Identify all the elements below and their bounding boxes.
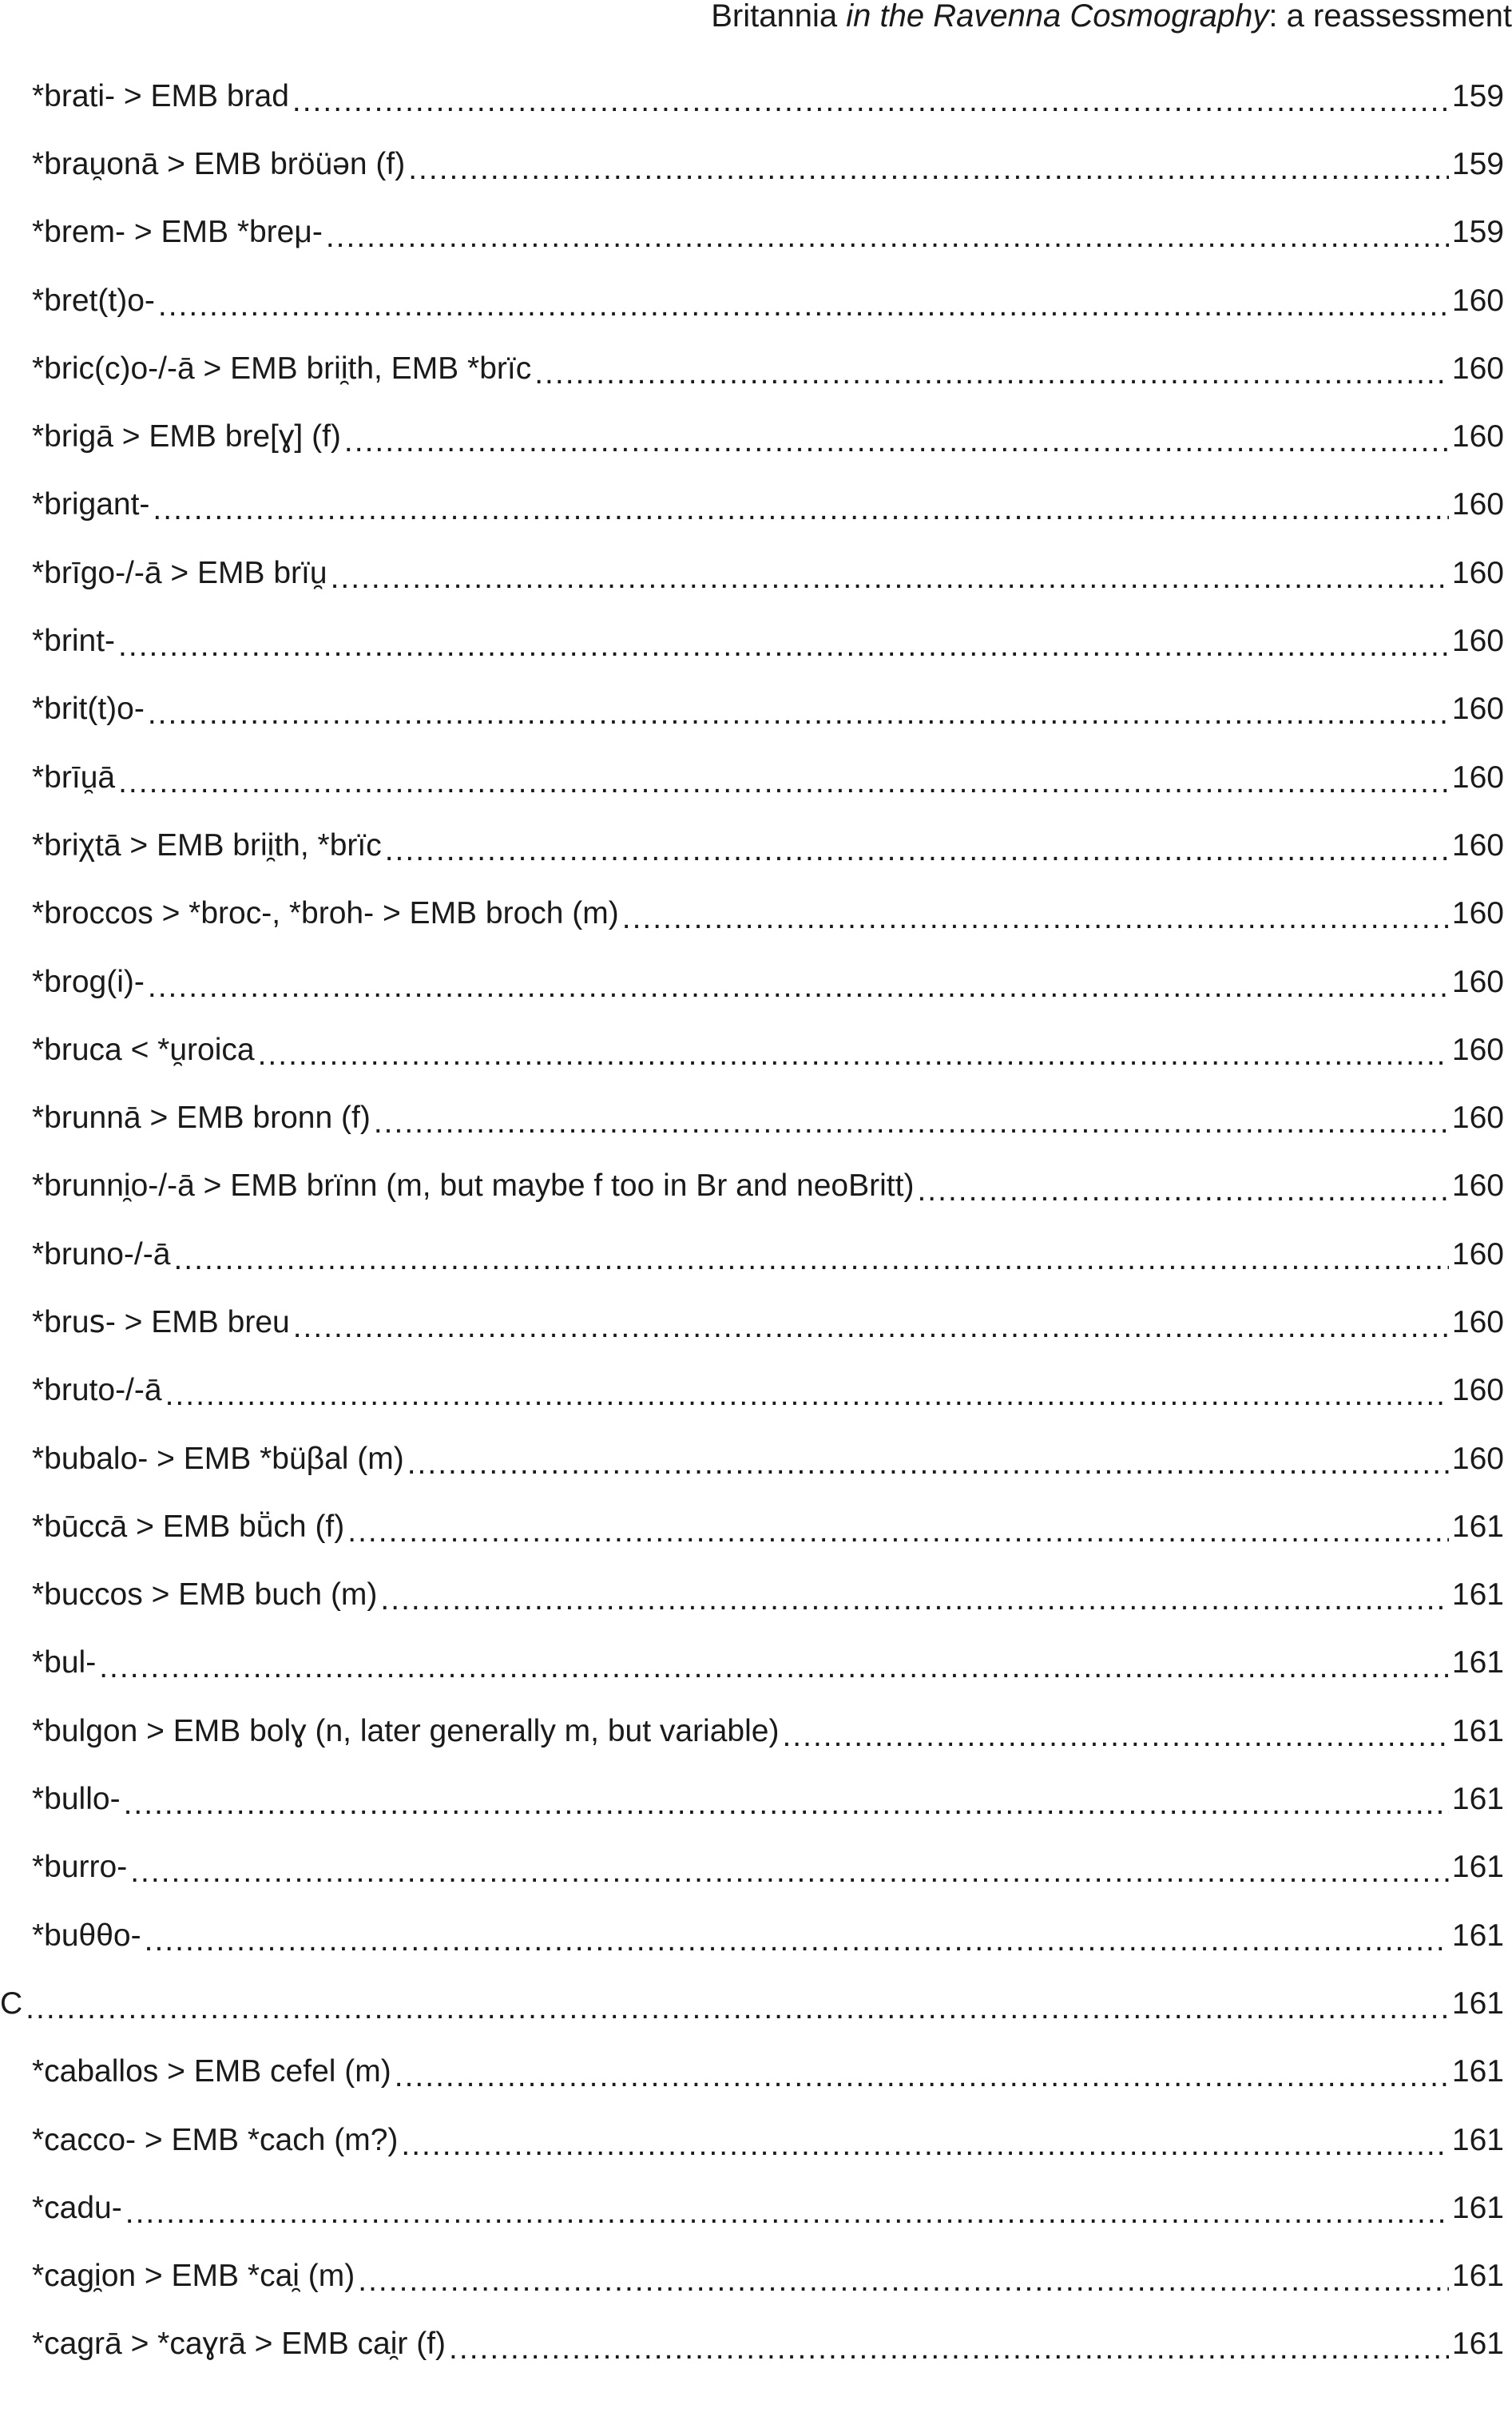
index-section-row[interactable] [0, 1970, 1512, 2037]
header-title-italic: in the Ravenna Cosmography [837, 0, 1269, 34]
index-row[interactable] [0, 744, 1512, 811]
index-term: *cadu- [32, 2190, 122, 2225]
page-number: 159 [1451, 78, 1504, 113]
index-row[interactable] [0, 2243, 1512, 2311]
dot-leader [148, 967, 1449, 1007]
index-row[interactable] [0, 1834, 1512, 1902]
page-number: 161 [1451, 2327, 1504, 2362]
index-row[interactable] [0, 948, 1512, 1016]
dot-leader [124, 1784, 1449, 1824]
page-number: 160 [1451, 351, 1504, 386]
page-number: 161 [1451, 1577, 1504, 1613]
page-number: 159 [1451, 215, 1504, 250]
dot-leader [782, 1716, 1448, 1756]
index-row[interactable] [0, 1425, 1512, 1493]
dot-leader [258, 1035, 1449, 1075]
page-number: 161 [1451, 2259, 1504, 2294]
index-row[interactable] [0, 607, 1512, 675]
index-term: *bruꜱ- > EMB breu [32, 1304, 290, 1339]
index-term: *cagi̯on > EMB *cai̯ (m) [32, 2259, 355, 2294]
page-number: 161 [1451, 2054, 1504, 2089]
page-number: 161 [1451, 1645, 1504, 1680]
index-term: *brunni̯o-/-ā > EMB brïnn (m, but maybe f too in Br and neoBritt) [32, 1168, 915, 1204]
running-header [711, 0, 1512, 37]
page-number: 160 [1451, 1101, 1504, 1136]
index-term: *broccos > *broc-, *broh- > EMB broch (m) [32, 896, 619, 931]
page-number: 160 [1451, 692, 1504, 727]
page-number: 160 [1451, 419, 1504, 454]
page-number: 160 [1451, 1304, 1504, 1339]
index-term: *cacco- > EMB *cach (m?) [32, 2122, 399, 2157]
index-term: *cagrā > *caɣrā > EMB cai̯r (f) [32, 2327, 446, 2362]
dot-leader [344, 422, 1449, 462]
dot-leader [118, 626, 1449, 666]
page-number: 160 [1451, 1168, 1504, 1204]
index-term: *bulgon > EMB bolɣ (n, later generally m, but variable) [32, 1713, 780, 1748]
index-row[interactable] [0, 1288, 1512, 1356]
dot-leader [401, 2125, 1449, 2165]
page-number: 160 [1451, 1441, 1504, 1476]
dot-leader [118, 763, 1449, 803]
index-row[interactable] [0, 1629, 1512, 1697]
index-term: *brog(i)- [32, 964, 145, 999]
page-number: 161 [1451, 1713, 1504, 1748]
index-row[interactable] [0, 1153, 1512, 1220]
index-row[interactable] [0, 539, 1512, 607]
page-number: 161 [1451, 1986, 1504, 2021]
index-term: *bruno-/-ā [32, 1236, 171, 1272]
index-row[interactable] [0, 880, 1512, 948]
index-row[interactable] [0, 335, 1512, 403]
page-number: 160 [1451, 624, 1504, 659]
page-number: 161 [1451, 2122, 1504, 2157]
page-number: 161 [1451, 1782, 1504, 1817]
page-number: 160 [1451, 760, 1504, 795]
index-term: *buθθo- [32, 1918, 141, 1953]
index-term: *brīgo-/-ā > EMB brïu̯ [32, 555, 327, 590]
page-number: 160 [1451, 964, 1504, 999]
index-term: *buccos > EMB buch (m) [32, 1577, 378, 1613]
index-term: *brīu̯ā [32, 760, 116, 795]
dot-leader [326, 217, 1449, 257]
index-row[interactable] [0, 1561, 1512, 1629]
index-term: *burro- [32, 1850, 128, 1885]
index-term: *caballos > EMB cefel (m) [32, 2054, 391, 2089]
index-term: *briχtā > EMB brii̯th, *brïc [32, 827, 382, 863]
dot-leader [407, 1444, 1449, 1484]
dot-leader [153, 490, 1449, 530]
index-row[interactable] [0, 1220, 1512, 1288]
index-row[interactable] [0, 811, 1512, 879]
dot-leader [26, 1989, 1449, 2029]
header-title: Britannia [711, 0, 838, 34]
index-row[interactable] [0, 130, 1512, 198]
dot-leader [148, 694, 1449, 734]
dot-leader [358, 2261, 1449, 2301]
section-letter: C [0, 1986, 23, 2021]
index-row[interactable] [0, 1697, 1512, 1765]
dot-leader [622, 899, 1449, 938]
index-term: *brati- > EMB brad [32, 78, 289, 113]
dot-leader [449, 2329, 1449, 2369]
index-row[interactable] [0, 471, 1512, 539]
page-number: 160 [1451, 283, 1504, 318]
index-term: *brem- > EMB *breμ- [32, 215, 323, 250]
index-term: *brint- [32, 624, 116, 659]
index-term: *bubalo- > EMB *büβal (m) [32, 1441, 404, 1476]
index-row[interactable] [0, 199, 1512, 267]
dot-leader [158, 286, 1449, 326]
dot-leader [534, 354, 1449, 394]
dot-leader [395, 2057, 1449, 2097]
dot-leader [173, 1240, 1448, 1279]
dot-leader [145, 1921, 1449, 1961]
dot-leader [130, 1852, 1449, 1892]
index-row[interactable] [0, 1765, 1512, 1833]
dot-leader [374, 1103, 1449, 1143]
index-term: *brigant- [32, 487, 150, 522]
index-term: *brunnā > EMB bronn (f) [32, 1101, 371, 1136]
page-number: 160 [1451, 555, 1504, 590]
dot-leader [917, 1171, 1448, 1211]
index-row[interactable] [0, 62, 1512, 130]
index-term: *brau̯onā > EMB bröüən (f) [32, 146, 406, 181]
index-term: *brit(t)o- [32, 692, 145, 727]
page-number: 161 [1451, 1850, 1504, 1885]
page-number: 161 [1451, 1918, 1504, 1953]
index-row[interactable] [0, 1084, 1512, 1152]
index-term: *bric(c)o-/-ā > EMB brii̯th, EMB *brïc [32, 351, 532, 386]
index-row[interactable] [0, 1357, 1512, 1425]
index-list [0, 62, 1512, 2378]
index-term: *bullo- [32, 1782, 121, 1817]
dot-leader [331, 558, 1449, 598]
index-row[interactable] [0, 676, 1512, 744]
index-row[interactable] [0, 2311, 1512, 2378]
page-number: 160 [1451, 487, 1504, 522]
dot-leader [292, 81, 1449, 121]
index-row[interactable] [0, 1902, 1512, 1970]
index-row[interactable] [0, 1016, 1512, 1084]
page-number: 160 [1451, 827, 1504, 863]
dot-leader [385, 831, 1449, 871]
dot-leader [165, 1375, 1449, 1415]
page-number: 160 [1451, 896, 1504, 931]
dot-leader [99, 1648, 1449, 1688]
index-row[interactable] [0, 1493, 1512, 1561]
index-term: *brigā > EMB bre[ɣ] (f) [32, 419, 341, 454]
index-term: *bruto-/-ā [32, 1373, 162, 1408]
dot-leader [293, 1307, 1449, 1347]
page-number: 160 [1451, 1373, 1504, 1408]
page-number: 159 [1451, 146, 1504, 181]
header-subtitle: : a reassessment [1268, 0, 1512, 34]
page-number: 161 [1451, 1509, 1504, 1544]
index-row[interactable] [0, 2038, 1512, 2106]
page-number: 161 [1451, 2190, 1504, 2225]
dot-leader [408, 149, 1449, 189]
index-term: *būccā > EMB bṻch (f) [32, 1509, 345, 1544]
index-row[interactable] [0, 2106, 1512, 2174]
dot-leader [347, 1512, 1449, 1552]
index-row[interactable] [0, 2174, 1512, 2242]
dot-leader [380, 1580, 1449, 1620]
page-number: 160 [1451, 1236, 1504, 1272]
dot-leader [125, 2193, 1449, 2233]
index-term: *bul- [32, 1645, 97, 1680]
index-term: *bret(t)o- [32, 283, 155, 318]
index-row[interactable] [0, 403, 1512, 470]
index-term: *bruca < *u̯roica [32, 1032, 255, 1067]
page-number: 160 [1451, 1032, 1504, 1067]
index-row[interactable] [0, 267, 1512, 335]
